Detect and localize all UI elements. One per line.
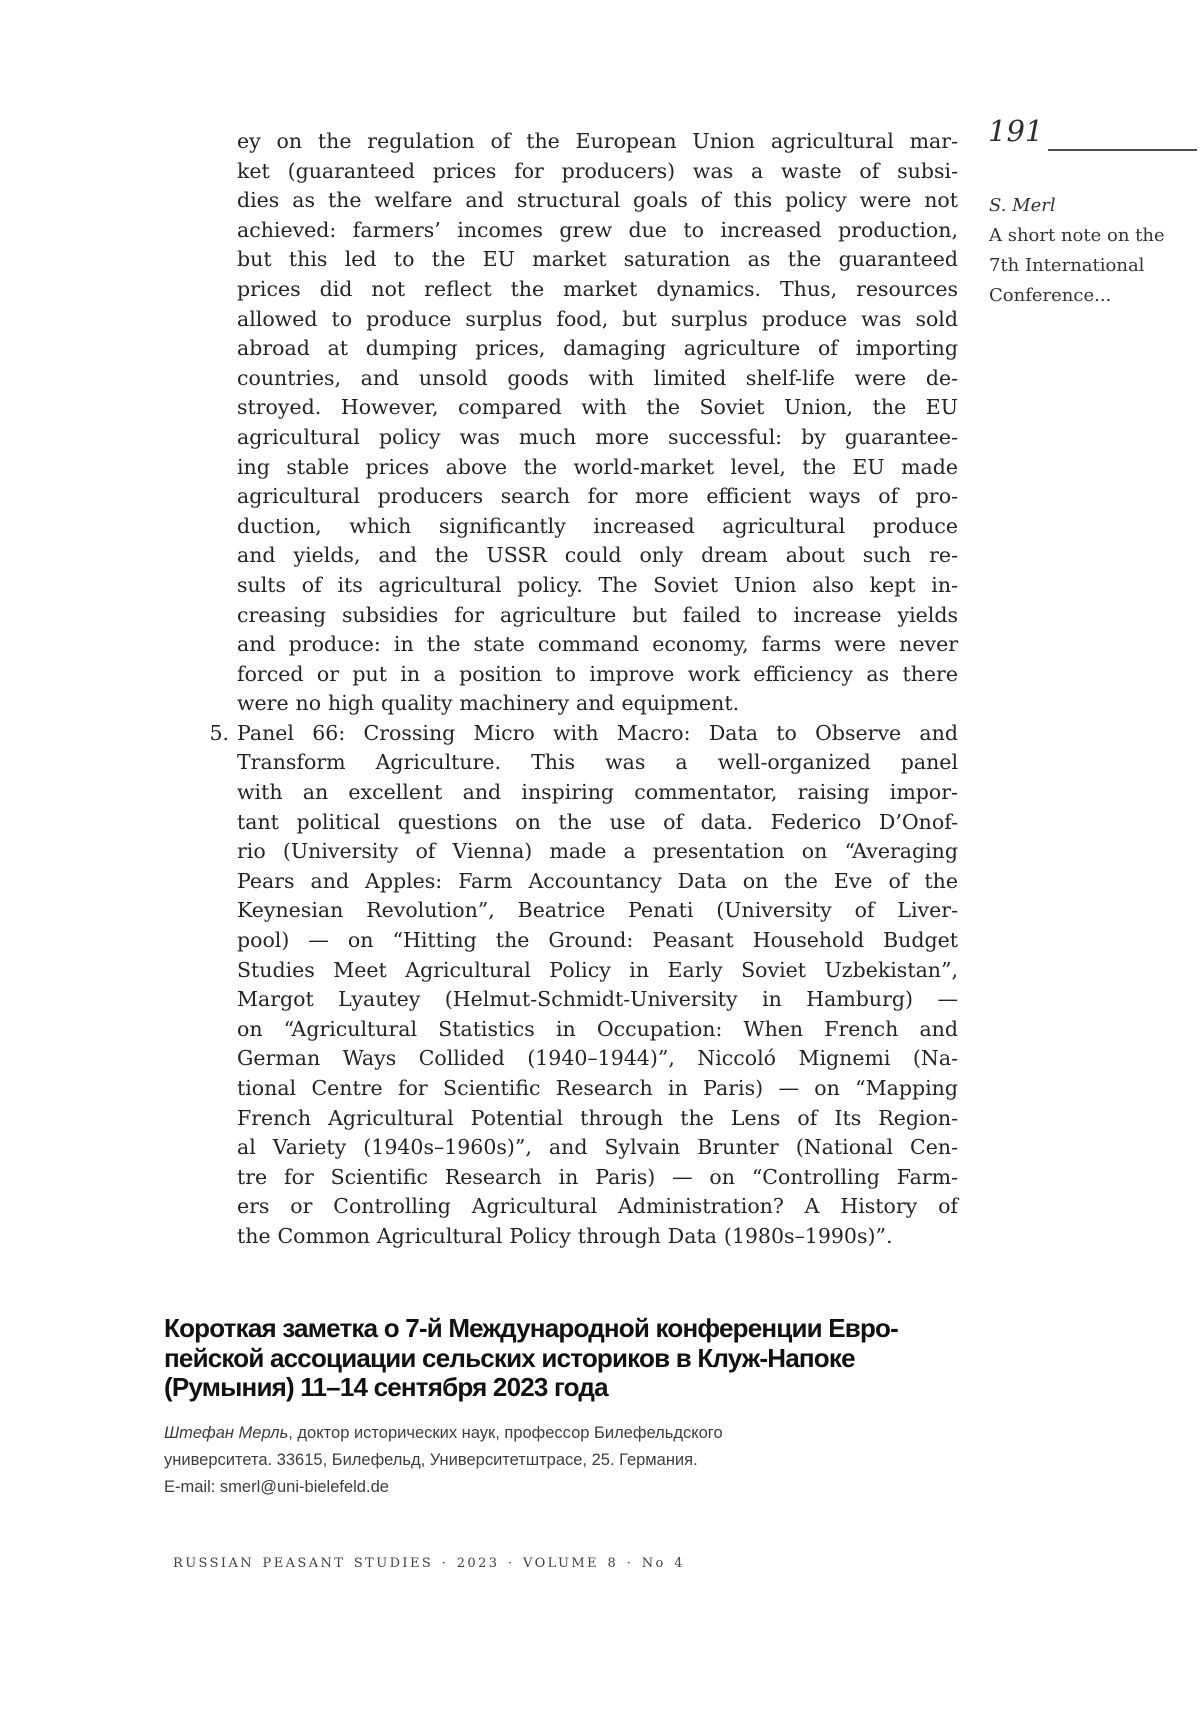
text-line: were no high quality machinery and equipment.: [237, 691, 740, 716]
list-item-5-number: 5.: [209, 720, 229, 745]
text-line: forced or put in a position to improve work efficiency as there: [237, 661, 958, 686]
text-line: stroyed. However, compared with the Soviet Union, the EU: [237, 395, 958, 420]
text-line: abroad at dumping prices, damaging agriculture of importing: [237, 336, 958, 361]
journal-footer: RUSSIAN PEASANT STUDIES · 2023 · VOLUME 8 · No 4: [173, 1556, 685, 1571]
author-email-line: E-mail: smerl@uni-bielefeld.de: [164, 1478, 389, 1496]
text-line: and produce: in the state command economy, farms were never: [237, 632, 958, 657]
text-line: but this led to the EU market saturation as the guaranteed: [237, 247, 958, 272]
russian-author-block: [164, 1420, 864, 1501]
russian-title: [164, 1314, 964, 1403]
author-degrees: , доктор исторических наук, профессор Билефельдского: [288, 1424, 723, 1442]
text-line: creasing subsidies for agriculture but failed to increase yields: [237, 602, 958, 627]
list-item-5-row: [190, 719, 958, 1252]
text-line: ket (guaranteed prices for producers) was a waste of subsi-: [237, 158, 958, 183]
page-number: 191: [988, 114, 1044, 148]
russian-title-line: Короткая заметка о 7-й Международной конференции Евро-: [164, 1313, 898, 1343]
running-head-author: S. Merl: [989, 195, 1056, 216]
running-head-title-line: A short note on the: [989, 225, 1165, 246]
running-head-title-line: 7th International: [989, 255, 1145, 276]
paragraph-continuation: [237, 127, 958, 719]
header-rule: [1048, 149, 1197, 151]
text-line: duction, which significantly increased agricultural produce: [237, 513, 958, 538]
author-name: Штефан Мерль: [164, 1424, 289, 1442]
text-line: allowed to produce surplus food, but surplus produce was sold: [237, 306, 958, 331]
text-line: with an excellent and inspiring commentator, raising impor-: [237, 780, 958, 805]
text-line: ers or Controlling Agricultural Administration? A History of: [237, 1194, 958, 1219]
text-line: agricultural policy was much more successful: by guarantee-: [237, 424, 958, 449]
list-number-empty: [190, 127, 237, 719]
text-line: Pears and Apples: Farm Accountancy Data on the Eve of the: [237, 868, 958, 893]
text-line: tre for Scientific Research in Paris) — on “Controlling Farm-: [237, 1164, 958, 1189]
main-text-column: [190, 127, 958, 1252]
text-line: countries, and unsold goods with limited shelf-life were de-: [237, 365, 958, 390]
list-item-5-paragraph: [237, 719, 958, 1252]
text-line: al Variety (1940s–1960s)”, and Sylvain Brunter (National Cen-: [237, 1135, 958, 1160]
text-line: ing stable prices above the world-market level, the EU made: [237, 454, 958, 479]
text-line: Studies Meet Agricultural Policy in Early Soviet Uzbekistan”,: [237, 957, 958, 982]
text-line: tional Centre for Scientific Research in Paris) — on “Mapping: [237, 1076, 958, 1100]
text-line: sults of its agricultural policy. The Soviet Union also kept in-: [237, 572, 958, 597]
text-line: French Agricultural Potential through the Lens of Its Region-: [237, 1105, 958, 1130]
text-line: rio (University of Vienna) made a presentation on “Averaging: [237, 839, 958, 864]
author-affiliation-line: [164, 1420, 864, 1447]
running-head-title-line: Conference...: [989, 285, 1112, 306]
author-address-line: университета. 33615, Билефельд, Университетштрасе, 25. Германия.: [164, 1451, 698, 1469]
text-line: prices did not reflect the market dynamics. Thus, resources: [237, 276, 958, 301]
text-line: pool) — on “Hitting the Ground: Peasant Household Budget: [237, 928, 958, 953]
text-line: agricultural producers search for more efficient ways of pro-: [237, 484, 958, 509]
text-line: tant political questions on the use of data. Federico D’Onof-: [237, 809, 958, 834]
text-line: ey on the regulation of the European Union agricultural mar-: [237, 129, 958, 153]
paragraph-continuation-row: [190, 127, 958, 719]
text-line: Transform Agriculture. This was a well-organized panel: [237, 750, 958, 775]
text-line: and yields, and the USSR could only dream about such re-: [237, 543, 958, 568]
running-head: [989, 191, 1189, 311]
text-line: Panel 66: Crossing Micro with Macro: Data to Observe and: [237, 720, 958, 745]
text-line: the Common Agricultural Policy through Data (1980s–1990s)”.: [237, 1223, 893, 1248]
text-line: German Ways Collided (1940–1944)”, Niccoló Mignemi (Na-: [237, 1046, 958, 1071]
text-line: achieved: farmers’ incomes grew due to increased production,: [237, 217, 958, 242]
russian-title-line: (Румыния) 11–14 сентября 2023 года: [164, 1372, 608, 1402]
text-line: on “Agricultural Statistics in Occupation: When French and: [237, 1016, 958, 1041]
russian-title-line: пейской ассоциации сельских историков в Клуж-Напоке: [164, 1342, 855, 1373]
text-line: dies as the welfare and structural goals of this policy were not: [237, 188, 958, 213]
running-head-title: [989, 221, 1189, 311]
text-line: Keynesian Revolution”, Beatrice Penati (University of Liver-: [237, 898, 958, 923]
text-line: Margot Lyautey (Helmut-Schmidt-University in Hamburg) —: [237, 987, 958, 1012]
